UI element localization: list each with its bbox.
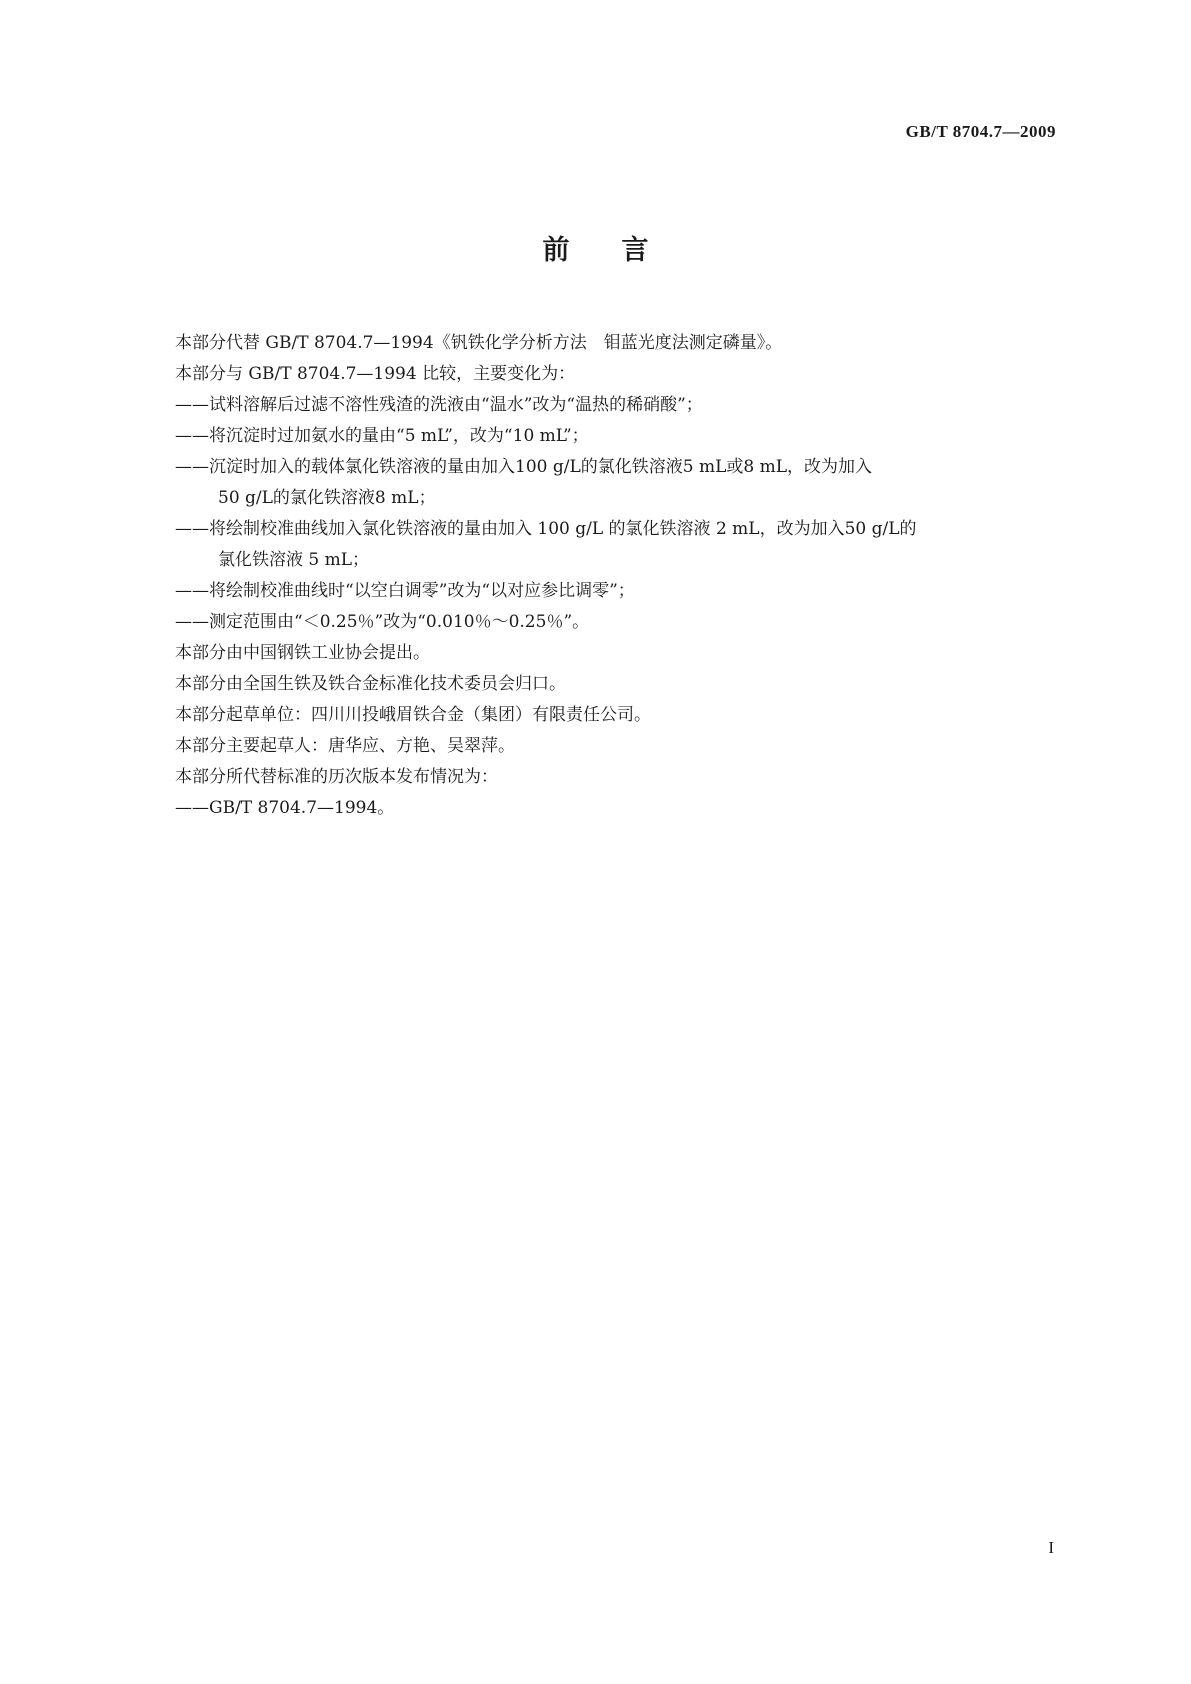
paragraph-line: 本部分代替 GB/T 8704.7—1994《钒铁化学分析方法 钼蓝光度法测定磷量》。 bbox=[175, 333, 783, 353]
paragraph-line: 本部分由中国钢铁工业协会提出。 bbox=[175, 643, 430, 663]
list-item: ——GB/T 8704.7—1994。 bbox=[175, 798, 395, 818]
paragraph-line: 本部分所代替标准的历次版本发布情况为： bbox=[175, 767, 498, 787]
list-item-continuation: 50 g/L的氯化铁溶液8 mL； bbox=[218, 488, 436, 508]
standard-code: GB/T 8704.7—2009 bbox=[905, 122, 1056, 141]
paragraph-line: 本部分与 GB/T 8704.7—1994 比较，主要变化为： bbox=[175, 364, 576, 384]
page-number: I bbox=[1048, 1538, 1054, 1557]
list-item: ——测定范围由“＜0.25％”改为“0.010％～0.25％”。 bbox=[175, 612, 590, 632]
paragraph-line: 本部分起草单位：四川川投峨眉铁合金（集团）有限责任公司。 bbox=[175, 705, 651, 725]
page-title: 前言 bbox=[542, 235, 701, 266]
paragraph-line: 本部分主要起草人：唐华应、方艳、吴翠萍。 bbox=[175, 736, 515, 756]
paragraph-line: 本部分由全国生铁及铁合金标准化技术委员会归口。 bbox=[175, 674, 566, 694]
list-item: ——将绘制校准曲线加入氯化铁溶液的量由加入 100 g/L 的氯化铁溶液 2 mL，改为加入50 g/L的 bbox=[175, 519, 917, 539]
list-item: ——将绘制校准曲线时“以空白调零”改为“以对应参比调零”； bbox=[175, 581, 635, 601]
list-item: ——试料溶解后过滤不溶性残渣的洗液由“温水”改为“温热的稀硝酸”； bbox=[175, 395, 703, 415]
list-item: ——沉淀时加入的载体氯化铁溶液的量由加入100 g/L的氯化铁溶液5 mL或8 mL，改为加入 bbox=[175, 457, 873, 477]
list-item: ——将沉淀时过加氨水的量由“5 mL”，改为“10 mL”； bbox=[175, 426, 589, 446]
list-item-continuation: 氯化铁溶液 5 mL； bbox=[218, 550, 370, 570]
foreword-body bbox=[175, 328, 1060, 824]
